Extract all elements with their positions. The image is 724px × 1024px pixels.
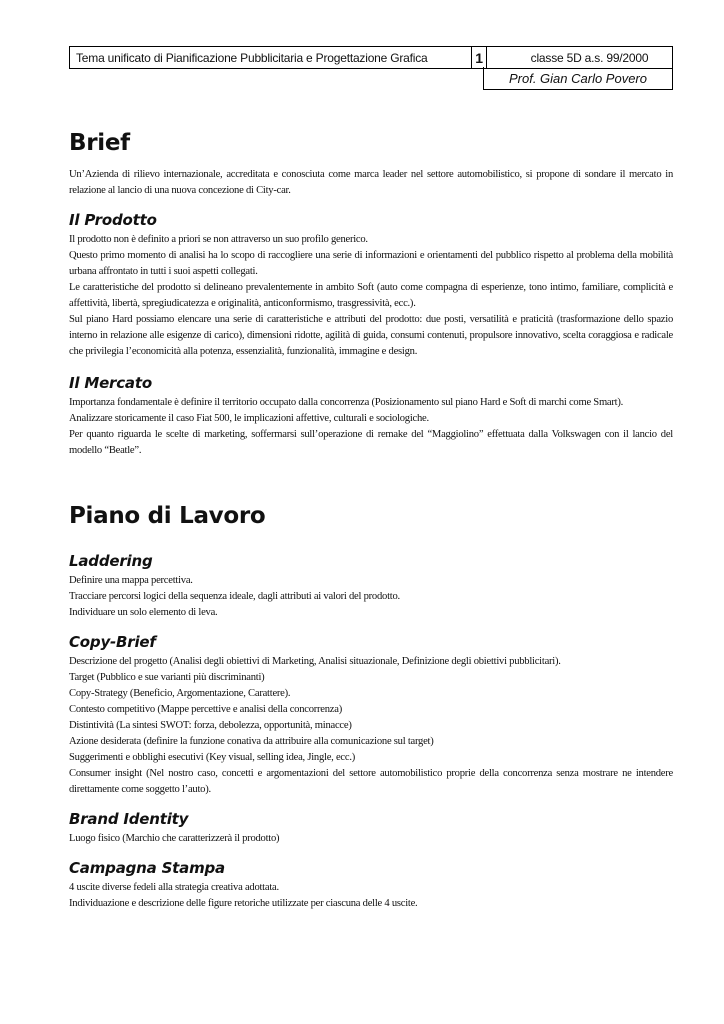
brand-identity-text — [69, 831, 673, 847]
subsection-title-copy-brief: Copy-Brief — [69, 633, 156, 651]
teacher-name: Prof. Gian Carlo Povero — [483, 67, 673, 90]
paragraph: Distintività (La sintesi SWOT: forza, debolezza, opportunità, minacce) — [69, 720, 352, 731]
paragraph: Analizzare storicamente il caso Fiat 500, le implicazioni affettive, culturali e sociologiche. — [69, 413, 429, 424]
paragraph: Target (Pubblico e sue varianti più discriminanti) — [69, 672, 265, 683]
class-year: classe 5D a.s. 99/2000 — [486, 47, 672, 68]
paragraph: Azione desiderata (definire la funzione conativa da attribuire alla comunicazione sul target) — [69, 736, 434, 747]
page-number: 1 — [475, 49, 483, 66]
prodotto-text — [69, 232, 673, 360]
paragraph: Individuazione e descrizione delle figure retoriche utilizzate per ciascuna delle 4 uscite. — [69, 898, 418, 909]
subsection-title-campagna-stampa: Campagna Stampa — [69, 859, 225, 877]
subsection-title-prodotto: Il Prodotto — [69, 211, 157, 229]
brief-intro: Un’Azienda di rilievo internazionale, accreditata e conosciuta come marca leader nel settore automobilistico, si propone di sondare il mercato in relazione al lancio di una nuova concezione di City-car. — [69, 169, 673, 196]
paragraph: Individuare un solo elemento di leva. — [69, 607, 218, 618]
subsection-title-laddering: Laddering — [69, 552, 153, 570]
paragraph: 4 uscite diverse fedeli alla strategia creativa adottata. — [69, 882, 279, 893]
paragraph: Descrizione del progetto (Analisi degli obiettivi di Marketing, Analisi situazionale, Definizione degli obiettivi pubblicitari). — [69, 656, 561, 667]
paragraph: Per quanto riguarda le scelte di marketing, soffermarsi sull’operazione di remake del “Maggiolino” effettuata dalla Volkswagen con il lancio del modello “Beatle”. — [69, 429, 673, 456]
campagna-stampa-text — [69, 880, 673, 912]
paragraph: Le caratteristiche del prodotto si delineano prevalentemente in ambito Soft (auto come compagna di esperienze, tono intimo, familiare, complicità e affettività, libertà, spregiudicatezza e originalità, anticonformismo, trasgressività, ecc.). — [69, 282, 673, 309]
paragraph: Suggerimenti e obblighi esecutivi (Key visual, selling idea, Jingle, ecc.) — [69, 752, 355, 763]
paragraph: Contesto competitivo (Mappe percettive e analisi della concorrenza) — [69, 704, 342, 715]
section-title-brief: Brief — [69, 130, 130, 156]
subsection-title-mercato: Il Mercato — [69, 374, 152, 392]
subsection-title-brand-identity: Brand Identity — [69, 810, 189, 828]
paragraph: Definire una mappa percettiva. — [69, 575, 193, 586]
paragraph: Tracciare percorsi logici della sequenza ideale, dagli attributi ai valori del prodotto. — [69, 591, 400, 602]
paragraph: Importanza fondamentale è definire il territorio occupato dalla concorrenza (Posizionamento sul piano Hard e Soft di marchi come Smart). — [69, 397, 624, 408]
paragraph: Questo primo momento di analisi ha lo scopo di raccogliere una serie di informazioni e orientamenti del pubblico rispetto al problema della mobilità urbana affrontato in tutti i suoi aspetti collegati. — [69, 250, 673, 277]
laddering-text — [69, 573, 673, 621]
paragraph: Copy-Strategy (Beneficio, Argomentazione, Carattere). — [69, 688, 291, 699]
paragraph: Il prodotto non è definito a priori se non attraverso un suo profilo generico. — [69, 234, 368, 245]
copy-brief-text — [69, 654, 673, 798]
header-row — [69, 46, 673, 69]
paragraph: Consumer insight (Nel nostro caso, concetti e argomentazioni del settore automobilistico proprie della concorrenza senza mostrare ne intendere direttamente come soggetto l’auto). — [69, 768, 673, 795]
page-header — [69, 46, 673, 90]
course-title: Tema unificato di Pianificazione Pubblicitaria e Progettazione Grafica — [70, 47, 472, 68]
paragraph: Luogo fisico (Marchio che caratterizzerà il prodotto) — [69, 833, 280, 844]
document-body — [69, 130, 673, 912]
mercato-text — [69, 395, 673, 459]
section-title-piano: Piano di Lavoro — [69, 503, 266, 529]
paragraph: Sul piano Hard possiamo elencare una serie di caratteristiche e attributi del prodotto: due posti, versatilità e praticità (trasformazione dello spazio interno in relazione alle esigenze di carico), dimensioni ridotte, agilità di guida, consumi contenuti, propulsore innovativo, scelta coraggiosa e radicale che privilegia l’economicità alla potenza, essenzialità, funzionalità, immagine e design. — [69, 314, 673, 357]
